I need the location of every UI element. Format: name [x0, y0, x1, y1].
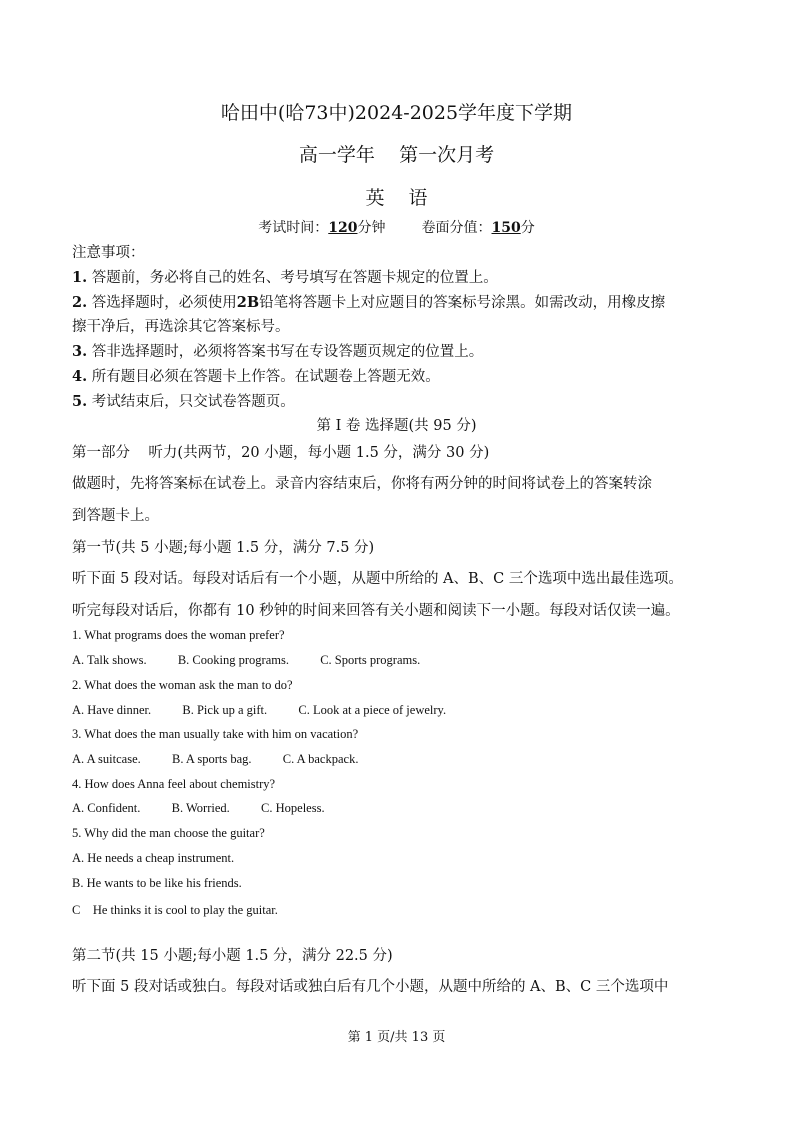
- question-5-option-c: C He thinks it is cool to play the guitar.: [72, 903, 278, 917]
- section2-instruction: 听下面 5 段对话或独白。每段对话或独白后有几个小题，从题中所给的 A、B、C 三个选项中: [72, 979, 669, 995]
- note-item-1: 1. 答题前，务必将自己的姓名、考号填写在答题卡规定的位置上。: [72, 269, 498, 286]
- subject-char-1: 英: [365, 187, 385, 209]
- question-3-options: A. A suitcase. B. A sports bag. C. A backpack.: [72, 752, 359, 766]
- page-number: 第 1 页/共 13 页: [347, 1030, 446, 1045]
- note-item-2-cont: 擦干净后，再选涂其它答案标号。: [72, 319, 290, 335]
- exam-subtitle: 高一学年 第一次月考: [298, 144, 495, 166]
- question-1-options: A. Talk shows. B. Cooking programs. C. Sports programs.: [72, 653, 421, 667]
- notes-heading: 注意事项：: [72, 245, 145, 261]
- section1-instruction-1: 听下面 5 段对话。每段对话后有一个小题，从题中所给的 A、B、C 三个选项中选出最佳选项。: [72, 571, 683, 587]
- exam-title: 哈田中(哈73中)2024-2025学年度下学期: [220, 102, 573, 124]
- part1-title: 第一部分 听力(共两节，20 小题，每小题 1.5 分，满分 30 分): [72, 445, 490, 461]
- time-unit: 分钟: [357, 220, 386, 236]
- question-4: 4. How does Anna feel about chemistry?: [72, 777, 276, 791]
- part1-instruction-1: 做题时，先将答案标在试卷上。录音内容结束后，你将有两分钟的时间将试卷上的答案转涂: [72, 476, 652, 492]
- exam-meta: [0, 217, 793, 237]
- note-item-4: 4. 所有题目必须在答题卡上作答。在试题卷上答题无效。: [72, 368, 440, 385]
- note-item-3: 3. 答非选择题时，必须将答案书写在专设答题页规定的位置上。: [72, 343, 484, 360]
- question-1: 1. What programs does the woman prefer?: [72, 628, 285, 642]
- question-3: 3. What does the man usually take with him on vacation?: [72, 727, 359, 741]
- score-unit: 分: [520, 220, 535, 236]
- score-value: 150: [491, 220, 521, 236]
- question-4-options: A. Confident. B. Worried. C. Hopeless.: [72, 801, 325, 815]
- note-item-2: 2. 答选择题时，必须使用2B铅笔将答题卡上对应题目的答案标号涂黑。如需改动，用橡皮擦: [72, 294, 666, 311]
- volume-title: 第 I 卷 选择题(共 95 分): [316, 418, 477, 434]
- time-label: 考试时间：: [258, 220, 329, 236]
- score-label: 卷面分值：: [421, 220, 492, 236]
- section1-instruction-2: 听完每段对话后，你都有 10 秒钟的时间来回答有关小题和阅读下一小题。每段对话仅读一遍。: [72, 603, 680, 619]
- part1-instruction-2: 到答题卡上。: [72, 508, 159, 524]
- question-2: 2. What does the woman ask the man to do?: [72, 678, 293, 692]
- question-2-options: A. Have dinner. B. Pick up a gift. C. Look at a piece of jewelry.: [72, 703, 447, 717]
- question-5-option-a: A. He needs a cheap instrument.: [72, 851, 235, 865]
- subject-char-2: 语: [408, 187, 428, 209]
- section1-title: 第一节(共 5 小题;每小题 1.5 分，满分 7.5 分): [72, 540, 375, 556]
- subject-title: [0, 183, 793, 210]
- section2-title: 第二节(共 15 小题;每小题 1.5 分，满分 22.5 分): [72, 948, 393, 964]
- question-5-option-b: B. He wants to be like his friends.: [72, 876, 242, 890]
- question-5: 5. Why did the man choose the guitar?: [72, 826, 265, 840]
- time-value: 120: [328, 220, 358, 236]
- note-item-5: 5. 考试结束后，只交试卷答题页。: [72, 393, 295, 410]
